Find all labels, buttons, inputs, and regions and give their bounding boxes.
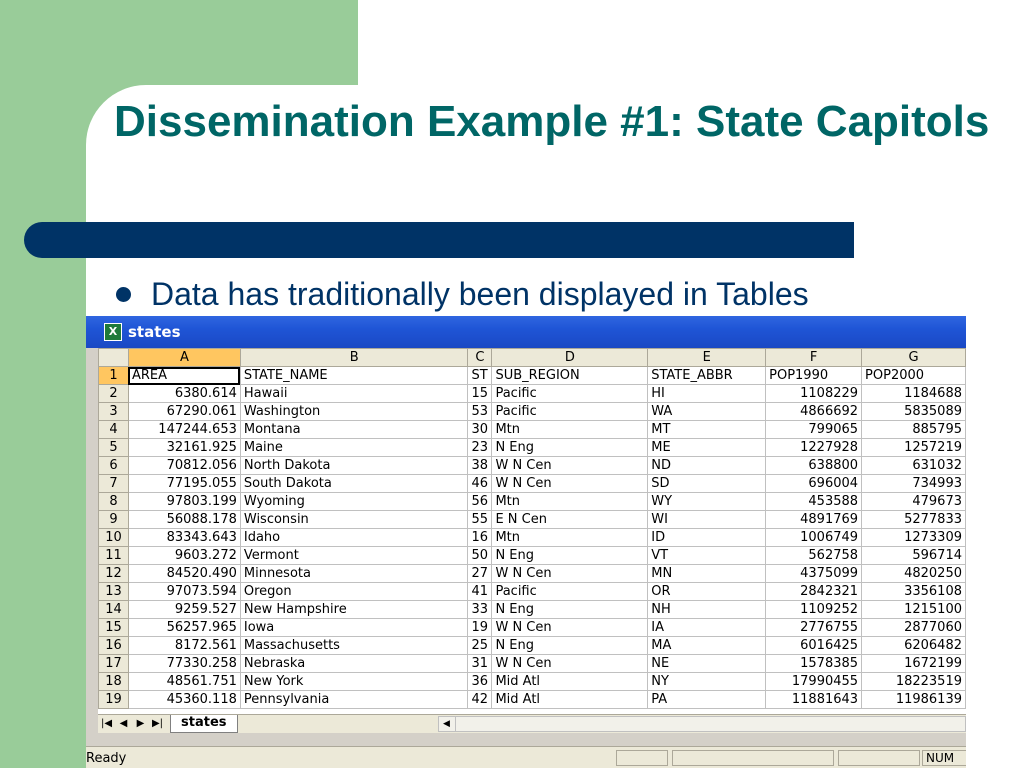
row-header[interactable]: 19 (99, 691, 129, 709)
first-sheet-icon[interactable]: |◀ (100, 718, 113, 729)
status-text: Ready (86, 751, 127, 766)
cell[interactable]: ST (468, 367, 492, 385)
cell[interactable]: WA (648, 403, 766, 421)
cell[interactable]: 6206482 (862, 637, 966, 655)
select-all-corner[interactable] (99, 349, 129, 367)
cell[interactable]: 453588 (766, 493, 862, 511)
cell[interactable]: Mtn (492, 421, 648, 439)
cell[interactable]: 734993 (862, 475, 966, 493)
cell[interactable]: W N Cen (492, 457, 648, 475)
column-header-row (99, 349, 966, 367)
data-table (98, 348, 966, 709)
cell[interactable]: 41 (468, 583, 492, 601)
cell[interactable]: 1215100 (862, 601, 966, 619)
cell[interactable]: Pennsylvania (240, 691, 468, 709)
cell[interactable]: 46 (468, 475, 492, 493)
cell[interactable]: ID (648, 529, 766, 547)
row-header[interactable]: 4 (99, 421, 129, 439)
cell[interactable]: 97073.594 (128, 583, 240, 601)
cell[interactable]: 15 (468, 385, 492, 403)
bullet-item (116, 276, 809, 313)
table-row (99, 511, 966, 529)
cell[interactable]: N Eng (492, 637, 648, 655)
row-header[interactable]: 13 (99, 583, 129, 601)
title-divider-bar (24, 222, 854, 258)
table-row (99, 421, 966, 439)
slide-title: Dissemination Example #1: State Capitols (114, 97, 990, 146)
cell[interactable]: N Eng (492, 547, 648, 565)
cell[interactable]: 70812.056 (128, 457, 240, 475)
cell[interactable]: Nebraska (240, 655, 468, 673)
cell[interactable]: 799065 (766, 421, 862, 439)
cell[interactable]: 67290.061 (128, 403, 240, 421)
row-header[interactable]: 12 (99, 565, 129, 583)
cell[interactable]: 31 (468, 655, 492, 673)
cell[interactable]: 9603.272 (128, 547, 240, 565)
table-row (99, 457, 966, 475)
cell[interactable]: Massachusetts (240, 637, 468, 655)
cell[interactable]: 18223519 (862, 673, 966, 691)
cell[interactable]: 56088.178 (128, 511, 240, 529)
table-row (99, 601, 966, 619)
cell[interactable]: STATE_NAME (240, 367, 468, 385)
cell[interactable]: MN (648, 565, 766, 583)
sheet-tab-bar (98, 714, 966, 733)
cell[interactable]: 19 (468, 619, 492, 637)
cell[interactable]: 638800 (766, 457, 862, 475)
cell[interactable]: Pacific (492, 583, 648, 601)
cell[interactable]: NE (648, 655, 766, 673)
cell[interactable]: Vermont (240, 547, 468, 565)
cell[interactable]: 53 (468, 403, 492, 421)
cell[interactable]: 77330.258 (128, 655, 240, 673)
cell[interactable]: 5835089 (862, 403, 966, 421)
row-header[interactable]: 10 (99, 529, 129, 547)
row-header[interactable]: 3 (99, 403, 129, 421)
cell[interactable]: Wyoming (240, 493, 468, 511)
cell[interactable]: 25 (468, 637, 492, 655)
table-row (99, 565, 966, 583)
cell[interactable]: SD (648, 475, 766, 493)
cell[interactable]: 1184688 (862, 385, 966, 403)
cell[interactable]: 147244.653 (128, 421, 240, 439)
status-bar (86, 746, 966, 768)
cell[interactable]: 16 (468, 529, 492, 547)
table-row (99, 439, 966, 457)
cell[interactable]: ME (648, 439, 766, 457)
table-row (99, 673, 966, 691)
table-row (99, 529, 966, 547)
row-header[interactable]: 17 (99, 655, 129, 673)
column-header-f[interactable]: F (766, 349, 862, 367)
cell[interactable]: 1227928 (766, 439, 862, 457)
cell[interactable]: 9259.527 (128, 601, 240, 619)
cell[interactable]: 1108229 (766, 385, 862, 403)
row-header[interactable]: 15 (99, 619, 129, 637)
row-header[interactable]: 16 (99, 637, 129, 655)
excel-window (86, 316, 966, 768)
cell[interactable]: 97803.199 (128, 493, 240, 511)
cell[interactable]: 6380.614 (128, 385, 240, 403)
cell[interactable]: AREA (128, 367, 240, 385)
cell[interactable]: Wisconsin (240, 511, 468, 529)
cell[interactable]: Washington (240, 403, 468, 421)
cell[interactable]: NH (648, 601, 766, 619)
table-row (99, 691, 966, 709)
cell[interactable]: Idaho (240, 529, 468, 547)
table-row (99, 547, 966, 565)
table-row (99, 583, 966, 601)
cell[interactable]: Mtn (492, 529, 648, 547)
cell[interactable]: E N Cen (492, 511, 648, 529)
cell[interactable]: Mid Atl (492, 691, 648, 709)
cell[interactable]: 631032 (862, 457, 966, 475)
horizontal-scrollbar[interactable] (438, 716, 967, 732)
cell[interactable]: South Dakota (240, 475, 468, 493)
status-panel (672, 750, 834, 766)
cell[interactable]: ND (648, 457, 766, 475)
num-lock-indicator: NUM (922, 750, 966, 766)
row-header[interactable]: 18 (99, 673, 129, 691)
table-row (99, 475, 966, 493)
cell[interactable]: 32161.925 (128, 439, 240, 457)
cell[interactable]: 27 (468, 565, 492, 583)
next-sheet-icon[interactable]: ▶ (136, 718, 145, 729)
bullet-dot (116, 287, 131, 302)
cell[interactable]: Montana (240, 421, 468, 439)
cell[interactable]: 36 (468, 673, 492, 691)
table-row (99, 655, 966, 673)
cell[interactable]: PA (648, 691, 766, 709)
bullet-text: Data has traditionally been displayed in Tables (151, 276, 809, 312)
row-header[interactable]: 8 (99, 493, 129, 511)
cell[interactable]: POP2000 (862, 367, 966, 385)
cell[interactable]: 23 (468, 439, 492, 457)
row-header[interactable]: 5 (99, 439, 129, 457)
cell[interactable]: 83343.643 (128, 529, 240, 547)
cell[interactable]: Pacific (492, 403, 648, 421)
cell[interactable]: 4891769 (766, 511, 862, 529)
cell[interactable]: 11986139 (862, 691, 966, 709)
cell[interactable]: 17990455 (766, 673, 862, 691)
cell[interactable]: STATE_ABBR (648, 367, 766, 385)
row-header[interactable]: 7 (99, 475, 129, 493)
status-panel (838, 750, 920, 766)
table-row (99, 385, 966, 403)
cell[interactable]: 33 (468, 601, 492, 619)
column-header-g[interactable]: G (862, 349, 966, 367)
cell[interactable]: 4375099 (766, 565, 862, 583)
cell[interactable]: W N Cen (492, 475, 648, 493)
cell[interactable]: N Eng (492, 601, 648, 619)
column-header-a[interactable]: A (128, 349, 240, 367)
cell[interactable]: 1257219 (862, 439, 966, 457)
cell[interactable]: Mid Atl (492, 673, 648, 691)
cell[interactable]: 45360.118 (128, 691, 240, 709)
cell[interactable]: WI (648, 511, 766, 529)
cell[interactable]: POP1990 (766, 367, 862, 385)
column-header-d[interactable]: D (492, 349, 648, 367)
cell[interactable]: Iowa (240, 619, 468, 637)
cell[interactable]: MT (648, 421, 766, 439)
cell[interactable]: 1672199 (862, 655, 966, 673)
window-title: states (128, 323, 181, 341)
column-header-b[interactable]: B (240, 349, 468, 367)
field-name-row (99, 367, 966, 385)
row-header[interactable]: 2 (99, 385, 129, 403)
cell[interactable]: Hawaii (240, 385, 468, 403)
cell[interactable]: Minnesota (240, 565, 468, 583)
cell[interactable]: Oregon (240, 583, 468, 601)
table-row (99, 493, 966, 511)
cell[interactable]: 479673 (862, 493, 966, 511)
cell[interactable]: Mtn (492, 493, 648, 511)
cell[interactable]: 84520.490 (128, 565, 240, 583)
cell[interactable]: New York (240, 673, 468, 691)
cell[interactable]: IA (648, 619, 766, 637)
cell[interactable]: HI (648, 385, 766, 403)
cell[interactable]: 1578385 (766, 655, 862, 673)
cell[interactable]: 30 (468, 421, 492, 439)
white-top-area (358, 0, 1024, 90)
status-panel (616, 750, 668, 766)
cell[interactable]: 696004 (766, 475, 862, 493)
cell[interactable]: 6016425 (766, 637, 862, 655)
cell[interactable]: 1006749 (766, 529, 862, 547)
row-header[interactable]: 1 (99, 367, 129, 385)
cell[interactable]: SUB_REGION (492, 367, 648, 385)
spreadsheet-grid[interactable] (98, 348, 966, 714)
cell[interactable]: 11881643 (766, 691, 862, 709)
row-header[interactable]: 14 (99, 601, 129, 619)
cell[interactable]: WY (648, 493, 766, 511)
window-titlebar[interactable] (86, 316, 966, 348)
column-header-c[interactable]: C (468, 349, 492, 367)
scroll-left-icon[interactable]: ◀ (439, 717, 456, 731)
prev-sheet-icon[interactable]: ◀ (119, 718, 128, 729)
cell[interactable]: 42 (468, 691, 492, 709)
cell[interactable]: W N Cen (492, 619, 648, 637)
cell[interactable]: 8172.561 (128, 637, 240, 655)
cell[interactable]: W N Cen (492, 565, 648, 583)
sheet-tab-states[interactable]: states (170, 715, 238, 733)
cell[interactable]: New Hampshire (240, 601, 468, 619)
cell[interactable]: 55 (468, 511, 492, 529)
cell[interactable]: 2877060 (862, 619, 966, 637)
cell[interactable]: 77195.055 (128, 475, 240, 493)
cell[interactable]: OR (648, 583, 766, 601)
row-header[interactable]: 11 (99, 547, 129, 565)
cell[interactable]: 56 (468, 493, 492, 511)
cell[interactable]: W N Cen (492, 655, 648, 673)
cell[interactable]: 2842321 (766, 583, 862, 601)
cell[interactable]: 4866692 (766, 403, 862, 421)
row-header[interactable]: 6 (99, 457, 129, 475)
cell[interactable]: 38 (468, 457, 492, 475)
cell[interactable]: 885795 (862, 421, 966, 439)
cell[interactable]: 4820250 (862, 565, 966, 583)
column-header-e[interactable]: E (648, 349, 766, 367)
cell[interactable]: Maine (240, 439, 468, 457)
cell[interactable]: 596714 (862, 547, 966, 565)
cell[interactable]: N Eng (492, 439, 648, 457)
cell[interactable]: NY (648, 673, 766, 691)
table-row (99, 637, 966, 655)
excel-icon: X (104, 323, 122, 341)
cell[interactable]: 3356108 (862, 583, 966, 601)
cell[interactable]: 1109252 (766, 601, 862, 619)
cell[interactable]: MA (648, 637, 766, 655)
cell[interactable]: VT (648, 547, 766, 565)
last-sheet-icon[interactable]: ▶| (151, 718, 164, 729)
table-row (99, 403, 966, 421)
row-header[interactable]: 9 (99, 511, 129, 529)
table-row (99, 619, 966, 637)
cell[interactable]: 2776755 (766, 619, 862, 637)
cell[interactable]: 50 (468, 547, 492, 565)
cell[interactable]: 48561.751 (128, 673, 240, 691)
cell[interactable]: 56257.965 (128, 619, 240, 637)
cell[interactable]: North Dakota (240, 457, 468, 475)
cell[interactable]: 1273309 (862, 529, 966, 547)
cell[interactable]: Pacific (492, 385, 648, 403)
cell[interactable]: 5277833 (862, 511, 966, 529)
cell[interactable]: 562758 (766, 547, 862, 565)
